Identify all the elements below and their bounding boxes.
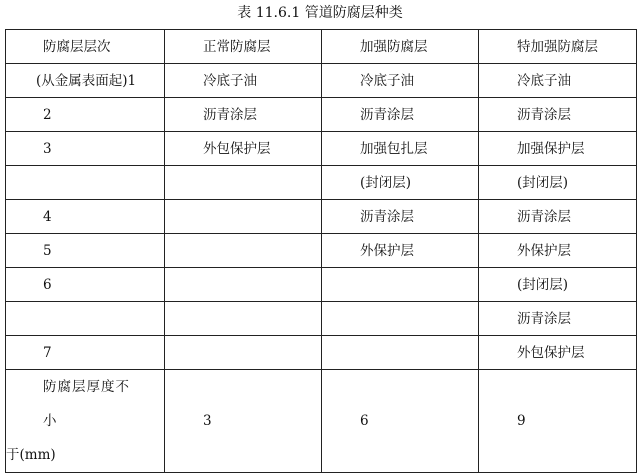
- header-cell: 特加强防腐层: [479, 30, 637, 64]
- thickness-label-line2: 于(mm): [6, 447, 56, 463]
- table-header-row: [6, 30, 637, 64]
- table-cell: 沥青涂层: [322, 200, 479, 234]
- table-cell: 4: [6, 200, 165, 234]
- table-cell: 7: [6, 336, 165, 370]
- table-row: [6, 166, 637, 200]
- thickness-value: 6: [322, 370, 479, 473]
- table-cell: 沥青涂层: [322, 98, 479, 132]
- header-cell: 加强防腐层: [322, 30, 479, 64]
- table-cell: 加强包扎层: [322, 132, 479, 166]
- table-cell: [165, 336, 322, 370]
- table-cell: [165, 302, 322, 336]
- table-cell: [322, 336, 479, 370]
- table-row: [6, 268, 637, 302]
- table-cell: 外保护层: [479, 234, 637, 268]
- header-cell: 正常防腐层: [165, 30, 322, 64]
- table-cell: 外包保护层: [165, 132, 322, 166]
- table-cell: 3: [6, 132, 165, 166]
- table-cell: 外包保护层: [479, 336, 637, 370]
- table-row: [6, 64, 637, 98]
- table-row: [6, 234, 637, 268]
- table-cell: 5: [6, 234, 165, 268]
- table-row: [6, 200, 637, 234]
- table-cell: 6: [6, 268, 165, 302]
- table-cell: 沥青涂层: [479, 302, 637, 336]
- table-row: [6, 336, 637, 370]
- table-cell: 冷底子油: [479, 64, 637, 98]
- table-cell: [165, 166, 322, 200]
- table-caption: 表 11.6.1 管道防腐层种类: [237, 5, 403, 21]
- table-cell: 加强保护层: [479, 132, 637, 166]
- table-cell: 沥青涂层: [479, 98, 637, 132]
- table-row: [6, 302, 637, 336]
- table-cell: (从金属表面起)1: [6, 64, 165, 98]
- thickness-value: 9: [479, 370, 637, 473]
- thickness-label-cell: [6, 370, 165, 473]
- thickness-value: 3: [165, 370, 322, 473]
- table-cell: (封闭层): [322, 166, 479, 200]
- table-cell: 沥青涂层: [165, 98, 322, 132]
- table-cell: (封闭层): [479, 166, 637, 200]
- table-cell: 2: [6, 98, 165, 132]
- table-cell: [6, 302, 165, 336]
- thickness-label-line1: 防腐层厚度不小: [43, 379, 130, 429]
- header-cell: 防腐层层次: [6, 30, 165, 64]
- table-cell: [322, 268, 479, 302]
- table-cell: 冷底子油: [165, 64, 322, 98]
- thickness-row: [6, 370, 637, 473]
- table-cell: 沥青涂层: [479, 200, 637, 234]
- table-cell: 冷底子油: [322, 64, 479, 98]
- table-cell: [165, 234, 322, 268]
- thickness-label: [6, 370, 130, 472]
- table-cell: (封闭层): [479, 268, 637, 302]
- table-cell: [322, 302, 479, 336]
- table-row: [6, 132, 637, 166]
- table-row: [6, 98, 637, 132]
- table-cell: [6, 166, 165, 200]
- table-cell: [165, 268, 322, 302]
- table-cell: [165, 200, 322, 234]
- table-cell: 外保护层: [322, 234, 479, 268]
- anticorrosion-layer-table: [5, 29, 637, 473]
